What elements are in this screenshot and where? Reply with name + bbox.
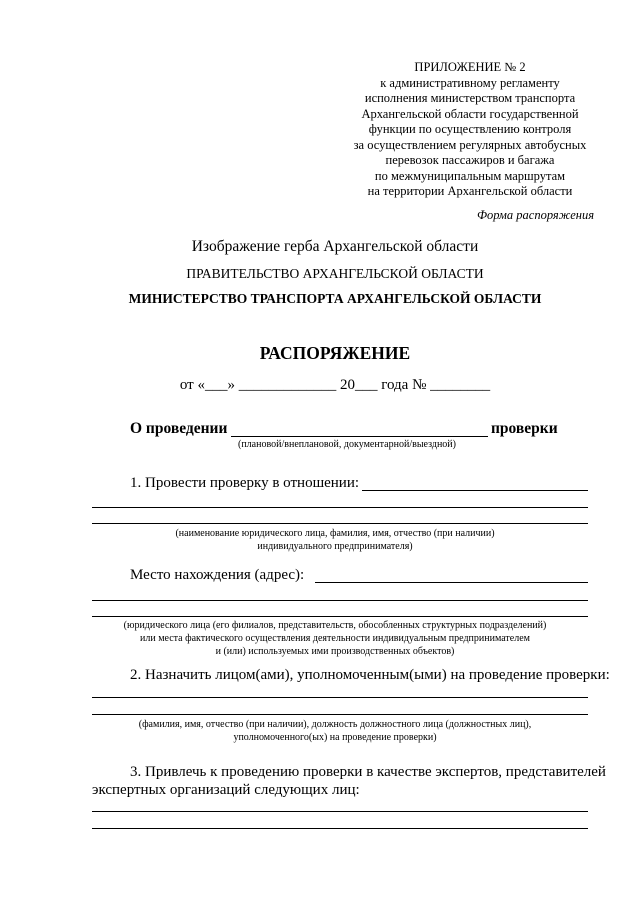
hint-line: индивидуального предпринимателя) <box>257 541 413 552</box>
item1-blank-line <box>92 523 588 524</box>
item1-label: 1. Провести проверку в отношении: <box>130 475 360 491</box>
item1-blank-line <box>92 507 588 508</box>
ministry-name: МИНИСТЕРСТВО ТРАНСПОРТА АРХАНГЕЛЬСКОЙ ОБЛАСТИ <box>128 291 542 306</box>
hint-line: (фамилия, имя, отчество (при наличии), должность должностного лица (должностных лиц), <box>138 719 532 730</box>
item2-blank-line <box>92 697 588 698</box>
appendix-line: исполнения министерством транспорта <box>364 91 576 105</box>
appendix-block <box>320 60 620 200</box>
hint-line: уполномоченного(ых) на проведение проверки) <box>233 732 437 743</box>
appendix-line: ПРИЛОЖЕНИЕ № 2 <box>414 60 526 74</box>
appendix-line: за осуществлением регулярных автобусных <box>353 137 587 152</box>
item1-hint <box>0 527 640 553</box>
location-hint <box>0 619 640 658</box>
appendix-line: по межмуниципальным маршрутам <box>374 168 566 183</box>
location-label: Место нахождения (адрес): <box>130 567 305 583</box>
hint-line: и (или) используемых ими производственных объектов) <box>215 646 455 657</box>
location-blank-line <box>315 582 588 583</box>
location-blank-line <box>92 600 588 601</box>
date-number-line: от «___» _____________ 20___ года № ________ <box>179 377 491 393</box>
item3-blank-line <box>92 828 588 829</box>
subject-hint: (плановой/внеплановой, документарной/выездной) <box>238 439 456 450</box>
document-title: РАСПОРЯЖЕНИЕ <box>259 343 411 363</box>
subject-prefix: О проведении <box>130 420 228 437</box>
item1-blank-line <box>362 490 588 491</box>
form-label: Форма распоряжения <box>477 208 594 222</box>
hint-line: (наименование юридического лица, фамилия, имя, отчество (при наличии) <box>175 528 495 539</box>
item2-hint <box>0 718 640 744</box>
item3-line2: экспертных организаций следующих лиц: <box>92 782 360 798</box>
subject-blank-line <box>231 436 488 437</box>
item2-label: 2. Назначить лицом(ами), уполномоченным(ыми) на проведение проверки: <box>130 667 610 683</box>
item3-blank-line <box>92 811 588 812</box>
item2-blank-line <box>92 714 588 715</box>
item3-line1: 3. Привлечь к проведению проверки в качестве экспертов, представителей <box>130 764 606 780</box>
subject-suffix: проверки <box>491 420 558 437</box>
location-blank-line <box>92 616 588 617</box>
appendix-line: к административному регламенту <box>380 75 560 90</box>
hint-line: или места фактического осуществления деятельности индивидуальным предпринимателем <box>140 633 530 644</box>
hint-line: (юридического лица (его филиалов, представительств, обособленных структурных подразделений) <box>123 620 547 631</box>
appendix-line: функции по осуществлению контроля <box>368 122 572 136</box>
government-name: ПРАВИТЕЛЬСТВО АРХАНГЕЛЬСКОЙ ОБЛАСТИ <box>186 266 484 281</box>
appendix-line: Архангельской области государственной <box>361 106 579 121</box>
appendix-line: на территории Архангельской области <box>367 184 573 198</box>
coat-of-arms-placeholder: Изображение герба Архангельской области <box>191 238 479 255</box>
appendix-line: перевозок пассажиров и багажа <box>385 153 555 167</box>
